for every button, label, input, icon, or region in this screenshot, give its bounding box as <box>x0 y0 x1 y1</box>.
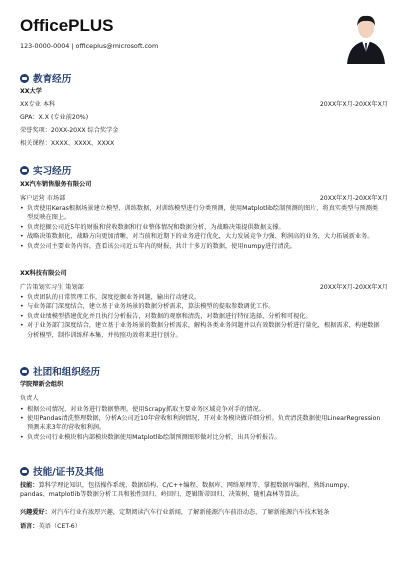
internship-section-title: 实习经历 <box>20 163 71 177</box>
skills-section-title: 技能/证书及其他 <box>20 464 104 478</box>
school-name: XX大学 <box>20 88 42 95</box>
briefcase-icon <box>20 166 29 175</box>
campus-bullets <box>20 405 382 442</box>
job2-role: 广告策划实习生 策划部 <box>20 284 84 291</box>
list-item: • 负责团队的日常管理工作，深度挖掘业务问题，输出行动建议。 <box>20 293 382 302</box>
job1-role: 客户运营 市场部 <box>20 195 66 202</box>
skills-language: 语言：英语（CET-6） <box>20 523 81 530</box>
courses: 相关课程：XXXX、XXXX、XXXX <box>20 140 115 147</box>
job2-bullets <box>20 293 382 340</box>
campus-section-title: 社团和组织经历 <box>20 364 100 378</box>
certificate-icon <box>20 467 29 476</box>
contact-info: 123-0000-0004 | officeplus@microsoft.com <box>20 42 159 50</box>
group-icon <box>20 367 29 376</box>
organization-name: 学院辩新会组织 <box>20 381 64 388</box>
list-item: • 负责公司主要业务内容，查看该公司近五年内的财报，共计十多万的数据，使用numpy进行清洗。 <box>20 242 382 251</box>
job2-date: 20XX年X月-20XX年X月 <box>319 284 388 291</box>
skills-interests: 兴趣爱好：对汽车行业有浓厚兴趣，定期阅读汽车行业新闻，了解新能源汽车前沿动态，了解新能源汽车技术链条 <box>20 509 330 516</box>
job2-company: XX科技有限公司 <box>20 270 67 277</box>
gpa: GPA：X.X (专业前20%) <box>20 114 89 121</box>
profile-photo <box>344 12 388 64</box>
list-item: • 与业务部门深度结合，建立基于业务场景的数据分析需求，算法模型的提取参数调优工作。 <box>20 302 382 311</box>
honors: 荣誉奖项：20XX-20XX 综合奖学金 <box>20 127 119 134</box>
skills-tech: 技能：算科学理论知识，包括操作系统、数据结构、C/C++编程、数据库、网络原理等、掌握数据库编程，熟练numpy、pandas、matplotlib等数据分析工具和独性回归、岭回归、逻辑斯蒂回归、决策树、随机森林等算法。 <box>20 482 354 499</box>
graduation-cap-icon <box>20 74 29 83</box>
list-item: • 负责公司行业模块和内部模块数据使用Matplotlib绘制预测图形做对比分析，出具分析报告。 <box>20 433 382 442</box>
list-item: • 负责使用Keras根据场景建立模型、训练数据，对训练模型进行分类预测，使用Matplotlib绘制预测的图片，将真实类型与预测类型反映在图上。 <box>20 204 382 223</box>
job1-company: XX汽车销售服务有限公司 <box>20 181 92 188</box>
list-item: • 负责挖掘公司近5年的财报和营收数据和行业整体情况和数据分析，为战略决策提供数据支撑。 <box>20 223 382 232</box>
education-section-title: 教育经历 <box>20 71 71 85</box>
job1-date: 20XX年X月-20XX年X月 <box>319 195 388 202</box>
header <box>20 16 158 50</box>
list-item: • 对于业务部门深度结合，建立基于业务场景的数据分析需求，解构各类业务问题并以有效数据分析进行量化，根据需求，构建数据分析模型，制作训练样本集，并按照功效将来进行创分。 <box>20 321 382 340</box>
job1-bullets <box>20 204 382 251</box>
candidate-name: OfficePLUS <box>20 16 114 35</box>
education-date: 20XX年X月-20XX年X月 <box>319 101 388 108</box>
list-item: • 根据公司情况，对业务进行数据整理，使用Scrapy抓取主要业务区域竞争对手的情况。 <box>20 405 382 414</box>
list-item: • 负责业绩模型搭建优化并且执行分析报告，对数据的观察和清洗，对数据进行特征选择、分析和可视化。 <box>20 312 382 321</box>
list-item: • 使用Pandas清洗整理数据，分析A公司近10年营收和利润情况，开对业务模块做详细分析。负责清洗数据使用LinearRegression预测未来3年的营收和利润。 <box>20 414 382 432</box>
major-degree: XX专业 本科 <box>20 101 56 108</box>
list-item: • 战略决策数据化，战略方向更加清晰，对当前和近期下的业务进行优化，大力发展竞争力强、利润高的业务，大力拓展新业务。 <box>20 232 382 241</box>
organization-role: 负责人 <box>20 395 39 402</box>
